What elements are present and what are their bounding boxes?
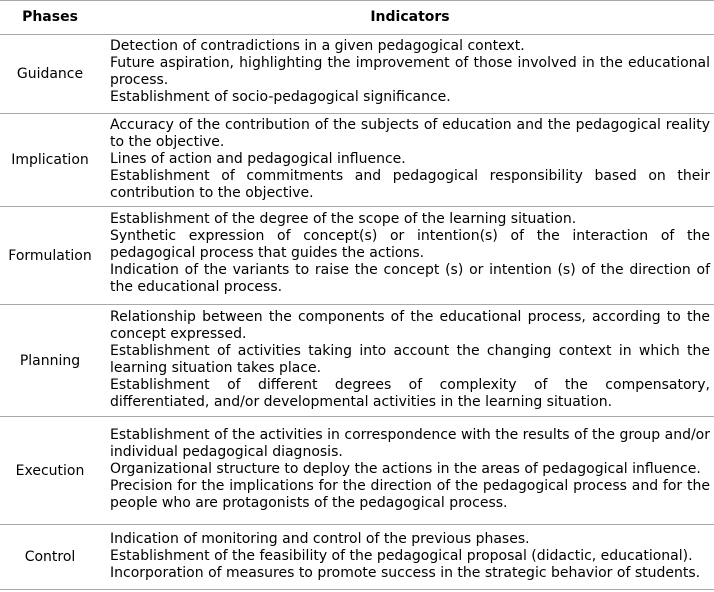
indicator-item: Lines of action and pedagogical influence.	[110, 151, 406, 167]
row-divider	[0, 304, 714, 305]
row-divider	[0, 524, 714, 525]
phase-cell: Implication	[11, 152, 89, 168]
phase-cell: Planning	[19, 352, 81, 369]
indicator-item: Indication of monitoring and control of the previous phases.	[110, 531, 530, 547]
indicators-cell	[110, 117, 710, 202]
indicator-item: Indication of the variants to raise the concept (s) or intention (s) of the direction of the educational process.	[110, 262, 710, 295]
indicator-item: Establishment of the degree of the scope of the learning situation.	[110, 211, 577, 227]
phase-cell: Formulation	[8, 247, 92, 264]
indicator-item: Detection of contradictions in a given pedagogical context.	[110, 38, 525, 54]
row-divider	[0, 206, 714, 207]
header-divider	[0, 34, 714, 35]
table-bottom-border	[0, 589, 714, 590]
row-divider	[0, 416, 714, 417]
indicator-item: Synthetic expression of concept(s) or intention(s) of the interaction of the pedagogical process that guides the actions.	[110, 228, 710, 261]
indicator-item: Relationship between the components of the educational process, according to the concept expressed.	[110, 309, 710, 342]
indicator-item: Establishment of different degrees of complexity of the compensatory, differentiated, and/or developmental activities in the learning situation.	[110, 377, 710, 410]
phase-cell: Guidance	[16, 66, 84, 82]
indicator-item: Future aspiration, highlighting the improvement of those involved in the educational process.	[110, 55, 710, 88]
indicator-item: Establishment of commitments and pedagogical responsibility based on their contribution to the objective.	[110, 168, 710, 201]
indicator-item: Establishment of activities taking into account the changing context in which the learning situation takes place.	[110, 343, 710, 376]
phase-cell: Control	[24, 549, 76, 565]
indicators-cell	[110, 38, 710, 106]
indicators-cell	[110, 427, 710, 512]
row-divider	[0, 113, 714, 114]
indicators-cell	[110, 309, 710, 411]
indicator-item: Incorporation of measures to promote success in the strategic behavior of students.	[110, 565, 701, 581]
indicators-column-header: Indicators	[370, 9, 450, 25]
indicator-item: Accuracy of the contribution of the subjects of education and the pedagogical reality to the objective.	[110, 117, 710, 150]
indicators-cell	[110, 531, 710, 582]
indicator-item: Organizational structure to deploy the actions in the areas of pedagogical influence.	[110, 461, 701, 477]
indicator-item: Establishment of socio-pedagogical significance.	[110, 89, 451, 105]
indicator-item: Establishment of the activities in correspondence with the results of the group and/or individual pedagogical diagnosis.	[110, 427, 710, 460]
indicators-cell	[110, 211, 710, 296]
phase-cell: Execution	[15, 462, 85, 479]
indicator-item: Establishment of the feasibility of the pedagogical proposal (didactic, educational).	[110, 548, 693, 564]
indicator-item: Precision for the implications for the direction of the pedagogical process and for the people who are protagonists of the pedagogical process.	[110, 478, 710, 511]
phases-column-header: Phases	[22, 9, 78, 25]
